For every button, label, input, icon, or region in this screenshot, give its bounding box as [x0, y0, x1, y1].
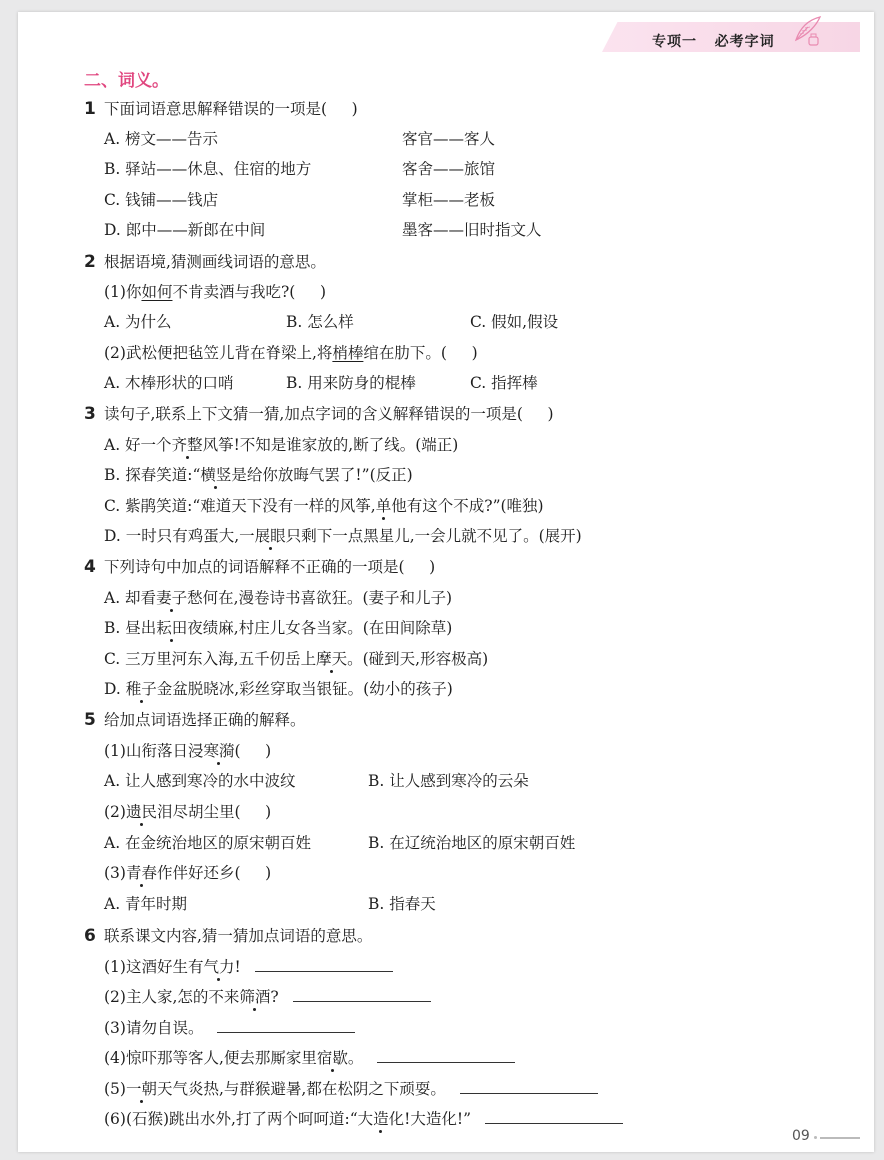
option: B. 指春天: [368, 895, 436, 913]
option: 客舍——旅馆: [402, 160, 496, 178]
option: C. 钱铺——钱店: [104, 191, 219, 209]
footer-rule: [820, 1137, 860, 1139]
option: A. 好一个齐整风筝!不知是谁家放的,断了线。(端正): [104, 436, 459, 454]
sub-question: (1)这酒好生有气力!: [104, 956, 393, 978]
sub-question: (3)请勿自误。: [104, 1017, 355, 1039]
question-number: 3: [84, 404, 96, 424]
option: A. 却看妻子愁何在,漫卷诗书喜欲狂。(妻子和儿子): [104, 589, 453, 607]
sub-question: (5)一朝天气炎热,与群猴避暑,都在松阴之下顽耍。: [104, 1078, 598, 1100]
option: B. 在辽统治地区的原宋朝百姓: [368, 834, 576, 852]
option: B. 驿站——休息、住宿的地方: [104, 160, 312, 178]
worksheet-page: [18, 12, 874, 1152]
option: A. 榜文——告示: [104, 130, 219, 148]
option: C. 假如,假设: [470, 313, 559, 331]
sub-question: (4)惊吓那等客人,便去那厮家里宿歇。: [104, 1047, 515, 1069]
option: 掌柜——老板: [402, 191, 496, 209]
option: B. 昼出耘田夜绩麻,村庄儿女各当家。(在田间除草): [104, 619, 453, 637]
sub-question: (3)青春作伴好还乡( ): [104, 864, 272, 882]
option: A. 在金统治地区的原宋朝百姓: [104, 834, 312, 852]
option: D. 稚子金盆脱晓冰,彩丝穿取当银钲。(幼小的孩子): [104, 680, 453, 698]
footer-dot: [814, 1136, 817, 1139]
answer-blank[interactable]: [377, 1048, 515, 1063]
option: B. 让人感到寒冷的云朵: [368, 772, 529, 790]
answer-blank[interactable]: [485, 1109, 623, 1124]
section-label: 专项一 必考字词: [652, 34, 775, 50]
question-number: 5: [84, 710, 96, 730]
page-number: 09: [792, 1128, 810, 1144]
section-title: 二、词义。: [84, 71, 169, 91]
question-stem: 根据语境,猜测画线词语的意思。: [104, 253, 326, 271]
question-stem: 下面词语意思解释错误的一项是( ): [104, 100, 358, 118]
option: B. 用来防身的棍棒: [286, 374, 416, 392]
answer-blank[interactable]: [217, 1018, 355, 1033]
option: C. 紫鹃笑道:“难道天下没有一样的风筝,单他有这个不成?”(唯独): [104, 497, 544, 515]
sub-question: (6)(石猴)跳出水外,打了两个呵呵道:“大造化!大造化!”: [104, 1108, 623, 1130]
question-stem: 联系课文内容,猜一猜加点词语的意思。: [104, 927, 373, 945]
question-number: 2: [84, 252, 96, 272]
option: C. 指挥棒: [470, 374, 538, 392]
sub-question: (1)山衔落日浸寒漪( ): [104, 742, 272, 760]
sub-question: (1)你如何不肯卖酒与我吃?( ): [104, 283, 327, 301]
option: 客官——客人: [402, 130, 496, 148]
answer-blank[interactable]: [293, 987, 431, 1002]
answer-blank[interactable]: [255, 957, 393, 972]
sub-question: (2)主人家,怎的不来筛酒?: [104, 986, 431, 1008]
sub-question: (2)遗民泪尽胡尘里( ): [104, 803, 272, 821]
quill-ink-icon: [790, 14, 824, 48]
question-number: 4: [84, 557, 96, 577]
option: B. 探春笑道:“横竖是给你放晦气罢了!”(反正): [104, 466, 413, 484]
question-stem: 给加点词语选择正确的解释。: [104, 711, 306, 729]
question-number: 6: [84, 926, 96, 946]
option: B. 怎么样: [286, 313, 354, 331]
answer-blank[interactable]: [460, 1079, 598, 1094]
question-stem: 下列诗句中加点的词语解释不正确的一项是( ): [104, 558, 436, 576]
sub-question: (2)武松便把毡笠儿背在脊梁上,将梢棒绾在肋下。( ): [104, 344, 478, 362]
option: A. 木棒形状的口哨: [104, 374, 234, 392]
option: A. 让人感到寒冷的水中波纹: [104, 772, 296, 790]
option: A. 为什么: [104, 313, 172, 331]
question-stem: 读句子,联系上下文猜一猜,加点字词的含义解释错误的一项是( ): [104, 405, 554, 423]
option: 墨客——旧时指文人: [402, 221, 542, 239]
option: C. 三万里河东入海,五千仞岳上摩天。(碰到天,形容极高): [104, 650, 489, 668]
question-number: 1: [84, 99, 96, 119]
option: A. 青年时期: [104, 895, 188, 913]
option: D. 一时只有鸡蛋大,一展眼只剩下一点黑星儿,一会儿就不见了。(展开): [104, 527, 582, 545]
option: D. 郎中——新郎在中间: [104, 221, 266, 239]
